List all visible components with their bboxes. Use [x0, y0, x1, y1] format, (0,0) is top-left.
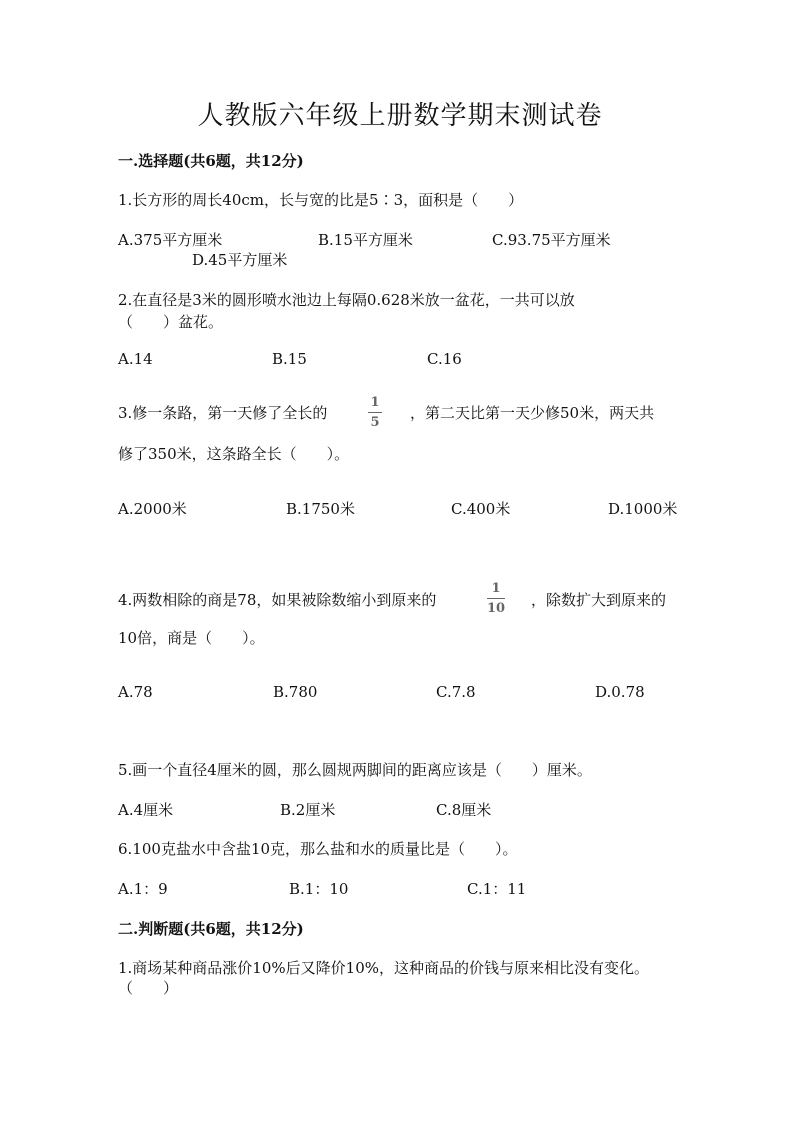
q3-fraction-numerator: 1 — [370, 395, 380, 410]
question-4-after-fraction: ，除数扩大到原来的 — [531, 591, 667, 609]
section-heading-choice: 一.选择题(共6题，共12分) — [118, 152, 304, 170]
q5-option-b: B.2厘米 — [280, 801, 336, 819]
q5-option-a: A.4厘米 — [118, 801, 174, 819]
question-2-line2: （ ）盆花。 — [118, 313, 224, 331]
q3-fraction-bar — [368, 412, 382, 413]
q4-option-a: A.78 — [118, 683, 153, 701]
question-4-line2: 10倍，商是（ ）。 — [118, 629, 265, 647]
q4-option-b: B.780 — [273, 683, 318, 701]
q1-option-a: A.375平方厘米 — [118, 231, 223, 249]
q3-option-c: C.400米 — [451, 500, 511, 518]
q6-option-b: B.1：10 — [289, 880, 349, 898]
q4-fraction — [487, 582, 505, 615]
q4-fraction-numerator: 1 — [491, 581, 501, 596]
q2-option-a: A.14 — [118, 350, 153, 368]
q1-option-c: C.93.75平方厘米 — [492, 231, 611, 249]
question-3-line2: 修了350米，这条路全长（ ）。 — [118, 445, 350, 463]
q3-fraction-denominator: 5 — [370, 415, 380, 430]
q1-option-b: B.15平方厘米 — [318, 231, 413, 249]
q3-option-b: B.1750米 — [286, 500, 355, 518]
q4-option-d: D.0.78 — [595, 683, 645, 701]
judgement-1-line2: （ ） — [118, 979, 179, 997]
question-6-text: 6.100克盐水中含盐10克，那么盐和水的质量比是（ ）。 — [118, 840, 518, 858]
q2-option-b: B.15 — [272, 350, 307, 368]
question-4-before-fraction: 4.两数相除的商是78，如果被除数缩小到原来的 — [118, 591, 437, 609]
judgement-1-line1: 1.商场某种商品涨价10%后又降价10%，这种商品的价钱与原来相比没有变化。 — [118, 959, 649, 977]
question-3-after-fraction: ，第二天比第一天少修50米，两天共 — [410, 404, 655, 422]
q3-option-a: A.2000米 — [118, 500, 187, 518]
q1-option-d: D.45平方厘米 — [192, 251, 288, 269]
question-1-text: 1.长方形的周长40cm，长与宽的比是5∶3，面积是（ ） — [118, 191, 524, 209]
q4-fraction-bar — [487, 598, 505, 599]
q6-option-c: C.1：11 — [467, 880, 527, 898]
q2-option-c: C.16 — [427, 350, 462, 368]
question-3-before-fraction: 3.修一条路，第一天修了全长的 — [118, 404, 328, 422]
q3-fraction — [368, 396, 382, 429]
question-5-text: 5.画一个直径4厘米的圆，那么圆规两脚间的距离应该是（ ）厘米。 — [118, 761, 592, 779]
question-2-line1: 2.在直径是3米的圆形喷水池边上每隔0.628米放一盆花，一共可以放 — [118, 291, 575, 309]
section-heading-judgement: 二.判断题(共6题，共12分) — [118, 920, 304, 938]
q4-fraction-denominator: 10 — [487, 601, 506, 616]
q3-option-d: D.1000米 — [608, 500, 678, 518]
page-title: 人教版六年级上册数学期末测试卷 — [197, 101, 603, 131]
q6-option-a: A.1：9 — [118, 880, 168, 898]
q5-option-c: C.8厘米 — [436, 801, 492, 819]
q4-option-c: C.7.8 — [436, 683, 476, 701]
